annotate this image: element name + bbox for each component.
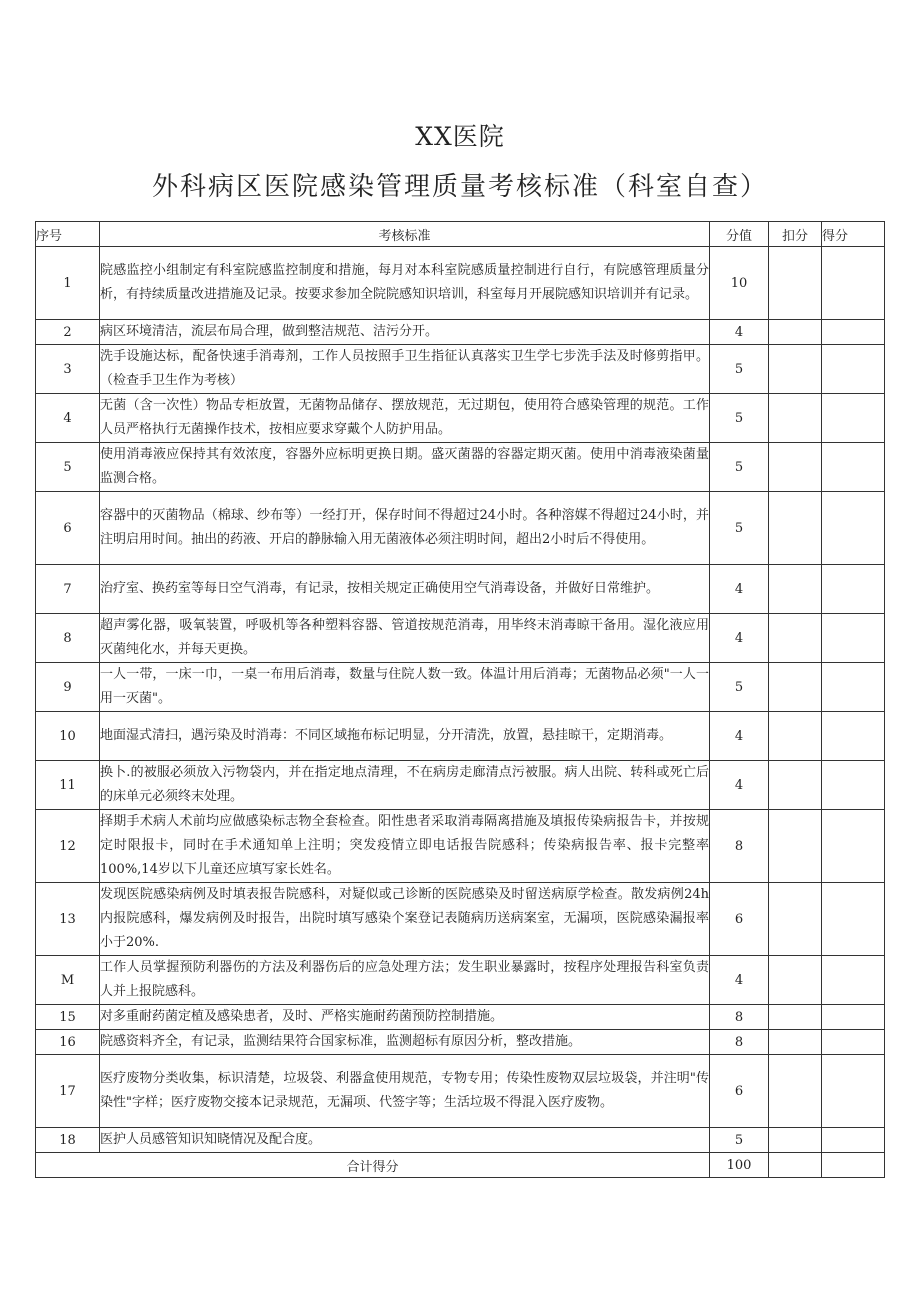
row-standard-text: 无菌（含一次性）物品专柜放置，无菌物品储存、摆放规范，无过期包，使用符合感染管理的规范。工作人员严格执行无菌操作技术，按相应要求穿戴个人防护用品。 [100, 394, 710, 443]
row-deduct-cell[interactable] [769, 394, 822, 443]
row-earned-cell[interactable] [822, 883, 885, 956]
row-deduct-cell[interactable] [769, 810, 822, 883]
row-deduct-cell[interactable] [769, 492, 822, 565]
row-earned-cell[interactable] [822, 1005, 885, 1030]
row-deduct-cell[interactable] [769, 247, 822, 320]
row-score: 5 [710, 443, 769, 492]
row-standard-text: 超声雾化器，吸氧装置，呼吸机等各种塑料容器、管道按规范消毒，用毕终末消毒晾干备用。湿化液应用灭菌纯化水，并每天更换。 [100, 614, 710, 663]
table-row [36, 1128, 885, 1153]
table-row [36, 956, 885, 1005]
row-number: 18 [36, 1128, 100, 1153]
row-number: 1 [36, 247, 100, 320]
table-body [36, 247, 885, 1153]
row-score: 10 [710, 247, 769, 320]
table-row [36, 761, 885, 810]
row-number: 9 [36, 663, 100, 712]
row-earned-cell[interactable] [822, 1128, 885, 1153]
row-score: 6 [710, 1055, 769, 1128]
row-score: 5 [710, 394, 769, 443]
row-deduct-cell[interactable] [769, 614, 822, 663]
row-earned-cell[interactable] [822, 956, 885, 1005]
row-deduct-cell[interactable] [769, 345, 822, 394]
row-score: 5 [710, 1128, 769, 1153]
row-standard-text: 工作人员掌握预防利器伤的方法及利器伤后的应急处理方法；发生职业暴露时，按程序处理报告科室负责人并上报院感科。 [100, 956, 710, 1005]
row-standard-text: 对多重耐药菌定植及感染患者，及时、严格实施耐药菌预防控制措施。 [100, 1005, 710, 1030]
row-number: 8 [36, 614, 100, 663]
row-earned-cell[interactable] [822, 663, 885, 712]
row-score: 6 [710, 883, 769, 956]
table-row [36, 565, 885, 614]
table-row [36, 492, 885, 565]
table-row [36, 345, 885, 394]
row-earned-cell[interactable] [822, 443, 885, 492]
row-standard-text: 治疗室、换药室等每日空气消毒，有记录，按相关规定正确使用空气消毒设备，并做好日常维护。 [100, 565, 710, 614]
total-score: 100 [710, 1153, 769, 1178]
table-row [36, 614, 885, 663]
header-deduct: 扣分 [769, 222, 822, 247]
row-number: 12 [36, 810, 100, 883]
row-number: 10 [36, 712, 100, 761]
row-earned-cell[interactable] [822, 761, 885, 810]
document-title: XX医院 [415, 122, 505, 151]
row-earned-cell[interactable] [822, 247, 885, 320]
row-deduct-cell[interactable] [769, 883, 822, 956]
document-subtitle: 外科病区医院感染管理质量考核标准（科室自查） [151, 172, 768, 202]
row-deduct-cell[interactable] [769, 663, 822, 712]
header-earned: 得分 [822, 222, 885, 247]
assessment-table [35, 221, 885, 1178]
row-earned-cell[interactable] [822, 712, 885, 761]
row-standard-text: 病区环境清洁，流层布局合理，做到整洁规范、洁污分开。 [100, 320, 710, 345]
row-standard-text: 地面湿式清扫，遇污染及时消毒：不同区域拖布标记明显，分开清洗，放置，悬挂晾干，定期消毒。 [100, 712, 710, 761]
table-row [36, 443, 885, 492]
row-number: 7 [36, 565, 100, 614]
row-deduct-cell[interactable] [769, 1055, 822, 1128]
row-standard-text: 择期手术病人术前均应做感染标志物全套检查。阳性患者采取消毒隔离措施及填报传染病报告卡，并按规定时限报卡，同时在手术通知单上注明；突发疫情立即电话报告院感科；传染病报告率、报卡完整率100%,14岁以下儿童还应填写家长姓名。 [100, 810, 710, 883]
row-score: 4 [710, 956, 769, 1005]
row-deduct-cell[interactable] [769, 1005, 822, 1030]
row-earned-cell[interactable] [822, 492, 885, 565]
row-number: 13 [36, 883, 100, 956]
row-deduct-cell[interactable] [769, 320, 822, 345]
row-number: 15 [36, 1005, 100, 1030]
row-score: 8 [710, 810, 769, 883]
row-standard-text: 容器中的灭菌物品（棉球、纱布等）一经打开，保存时间不得超过24小时。各种溶媒不得超过24小时，并注明启用时间。抽出的药液、开启的静脉输入用无菌液体必须注明时间，超出2小时后不得使用。 [100, 492, 710, 565]
row-score: 5 [710, 345, 769, 394]
row-number: 17 [36, 1055, 100, 1128]
table-row [36, 712, 885, 761]
row-earned-cell[interactable] [822, 1030, 885, 1055]
row-score: 4 [710, 712, 769, 761]
row-deduct-cell[interactable] [769, 1030, 822, 1055]
row-standard-text: 一人一带，一床一巾，一桌一布用后消毒，数量与住院人数一致。体温计用后消毒；无菌物品必须"一人一用一灭菌"。 [100, 663, 710, 712]
row-number: M [36, 956, 100, 1005]
row-deduct-cell[interactable] [769, 565, 822, 614]
row-number: 4 [36, 394, 100, 443]
row-score: 4 [710, 565, 769, 614]
total-earned-cell[interactable] [822, 1153, 885, 1178]
table-row [36, 394, 885, 443]
row-deduct-cell[interactable] [769, 761, 822, 810]
row-number: 3 [36, 345, 100, 394]
row-score: 5 [710, 492, 769, 565]
row-score: 4 [710, 761, 769, 810]
row-standard-text: 洗手设施达标，配备快速手消毒剂，工作人员按照手卫生指征认真落实卫生学七步洗手法及时修剪指甲。（检查手卫生作为考核） [100, 345, 710, 394]
header-score: 分值 [710, 222, 769, 247]
row-standard-text: 院感监控小组制定有科室院感监控制度和措施，每月对本科室院感质量控制进行自行，有院感管理质量分析，有持续质量改进措施及记录。按要求参加全院院感知识培训，科室每月开展院感知识培训并有记录。 [100, 247, 710, 320]
row-earned-cell[interactable] [822, 345, 885, 394]
row-earned-cell[interactable] [822, 320, 885, 345]
row-score: 4 [710, 614, 769, 663]
row-score: 8 [710, 1005, 769, 1030]
row-standard-text: 院感资料齐全，有记录，监测结果符合国家标准，监测超标有原因分析，整改措施。 [100, 1030, 710, 1055]
row-earned-cell[interactable] [822, 614, 885, 663]
row-standard-text: 发现医院感染病例及时填表报告院感科，对疑似或己诊断的医院感染及时留送病原学检查。散发病例24h内报院感科，爆发病例及时报告，出院时填写感染个案登记表随病历送病案室，无漏项，医院感染漏报率小于20%. [100, 883, 710, 956]
row-standard-text: 使用消毒液应保持其有效浓度，容器外应标明更换日期。盛灭菌器的容器定期灭菌。使用中消毒液染菌量监测合格。 [100, 443, 710, 492]
table-row [36, 247, 885, 320]
row-deduct-cell[interactable] [769, 1128, 822, 1153]
row-standard-text: 医疗废物分类收集，标识清楚，垃圾袋、利器盒使用规范，专物专用；传染性废物双层垃圾袋，并注明"传染性"字样；医疗废物交接本记录规范，无漏项、代签字等；生活垃圾不得混入医疗废物。 [100, 1055, 710, 1128]
total-deduct-cell[interactable] [769, 1153, 822, 1178]
total-row [36, 1153, 885, 1178]
row-earned-cell[interactable] [822, 565, 885, 614]
row-deduct-cell[interactable] [769, 443, 822, 492]
table-row [36, 1005, 885, 1030]
header-standard: 考核标准 [100, 222, 710, 247]
row-earned-cell[interactable] [822, 1055, 885, 1128]
row-deduct-cell[interactable] [769, 712, 822, 761]
table-row [36, 883, 885, 956]
row-score: 8 [710, 1030, 769, 1055]
row-earned-cell[interactable] [822, 810, 885, 883]
total-label: 合计得分 [36, 1153, 710, 1178]
row-standard-text: 换卜.的被服必须放入污物袋内，并在指定地点清理，不在病房走廊清点污被服。病人出院、转科或死亡后的床单元必须终末处理。 [100, 761, 710, 810]
header-no: 序号 [36, 222, 100, 247]
row-number: 5 [36, 443, 100, 492]
table-row [36, 320, 885, 345]
row-earned-cell[interactable] [822, 394, 885, 443]
row-score: 5 [710, 663, 769, 712]
row-number: 2 [36, 320, 100, 345]
row-standard-text: 医护人员感管知识知晓情况及配合度。 [100, 1128, 710, 1153]
row-deduct-cell[interactable] [769, 956, 822, 1005]
table-row [36, 1055, 885, 1128]
row-number: 11 [36, 761, 100, 810]
row-number: 6 [36, 492, 100, 565]
row-number: 16 [36, 1030, 100, 1055]
table-header-row [36, 222, 885, 247]
table-row [36, 810, 885, 883]
table-row [36, 663, 885, 712]
table-row [36, 1030, 885, 1055]
row-score: 4 [710, 320, 769, 345]
